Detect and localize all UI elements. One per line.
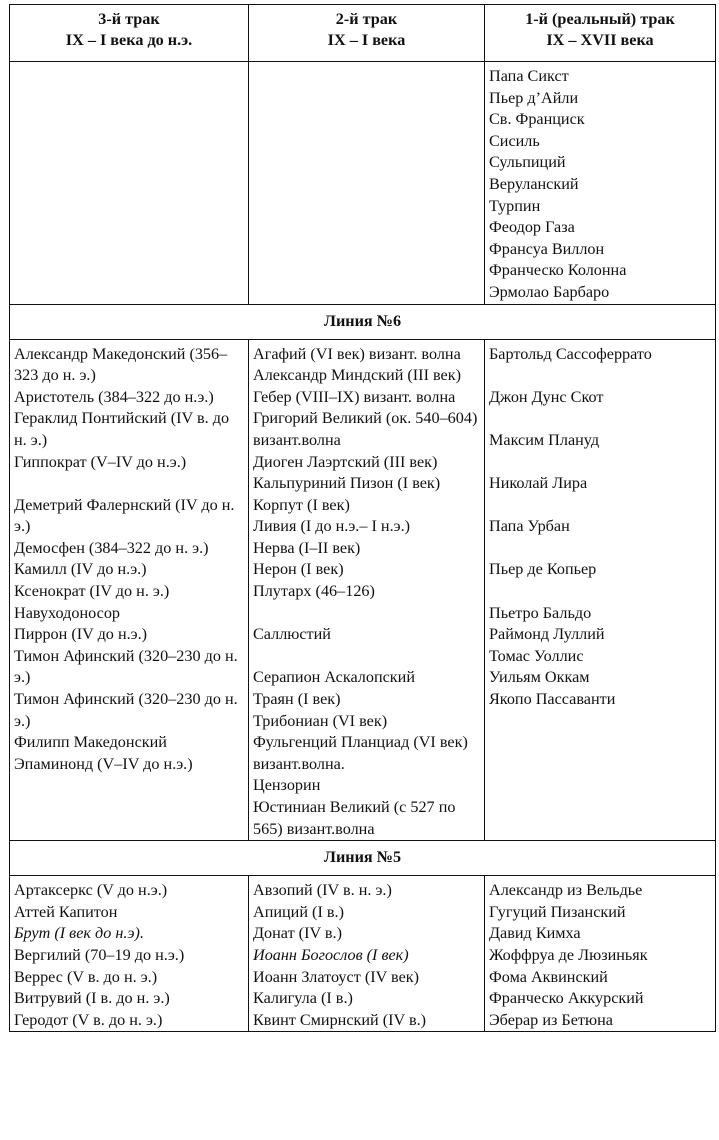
list-item: Калигула (I в.) [253,989,353,1008]
list-item: Диоген Лаэртский (III век) [253,452,438,471]
line6-col1 [10,339,249,841]
list-item: Ливия (I до н.э.– I н.э.) [253,517,411,536]
list-item: Плутарх (46–126) [253,582,375,601]
list-item: Серапион Аскалопский [253,668,416,687]
list-item: Вергилий (70–19 до н.э.) [14,945,185,964]
list-item: Геродот (V в. до н. э.) [14,1010,163,1029]
list-item: Тимон Афинский (320–230 до н. э.) [14,646,238,687]
header-title: 2-й трак [335,10,398,28]
header-period: IX – I века [327,31,406,49]
list-item: Джон Дунс Скот [489,387,604,406]
list-item: Апиций (I в.) [253,902,344,921]
list-item: Веруланский [489,174,579,193]
list-item: Фома Аквинский [489,967,608,986]
list-item: Максим Плануд [489,430,600,449]
list-item: Сисиль [489,131,540,150]
top-col3-list [485,62,716,305]
list-item: Феодор Газа [489,218,575,237]
header-col-2nd-trak [249,5,485,62]
line5-col1 [10,876,249,1032]
list-item: Ксенократ (IV до н. э.) [14,582,170,601]
line5-col2 [249,876,485,1032]
list-item: Св. Франциск [489,110,585,129]
top-col2-empty [249,62,485,305]
list-item: Квинт Смирнский (IV в.) [253,1010,427,1029]
list-item: Папа Сикст [489,67,569,85]
top-col1-empty [10,62,249,305]
top-continuation-row [10,62,716,305]
list-item: Турпин [489,196,541,215]
list-item: Траян (I век) [253,690,341,709]
section-title-row [10,841,716,876]
section-title: Линия №6 [10,304,716,339]
list-item: Эрмолао Барбаро [489,282,610,301]
list-item: Раймонд Луллий [489,625,605,644]
header-title: 3-й трак [98,10,160,28]
list-item: Якопо Пассаванти [489,690,616,709]
list-item: Брут (I век до н.э). [14,924,144,943]
list-item: Эпаминонд (V–IV до н.э.) [14,754,193,773]
list-item: Юстиниан Великий (с 527 по 565) визант.волна [253,798,456,838]
header-col-3rd-trak [10,5,249,62]
header-row [10,5,716,62]
list-item: Эберар из Бетюна [489,1010,613,1029]
line5-col3 [485,876,716,1032]
list-item: Пиррон (IV до н.э.) [14,625,148,644]
list-item: Агафий (VI век) визант. волна [253,344,461,363]
list-item: Деметрий Фалернский (IV до н. э.) [14,495,235,536]
list-item: Саллюстий [253,625,331,644]
list-item: Навуходоносор [14,603,121,622]
header-title: 1-й (реальный) трак [525,10,675,28]
list-item: Папа Урбан [489,517,570,536]
list-item: Нерон (I век) [253,560,344,579]
list-item: Донат (IV в.) [253,924,342,943]
list-item: Аттей Капитон [14,902,118,921]
line6-col3 [485,339,716,841]
list-item: Камилл (IV до н.э.) [14,560,147,579]
list-item: Александр из Вельдье [489,881,643,900]
list-item: Николай Лира [489,474,588,493]
list-item: Гераклид Понтийский (IV в. до н. э.) [14,409,230,449]
list-item: Иоанн Богослов (I век) [253,945,409,964]
list-item: Пьер де Копьер [489,560,597,579]
header-period: IX – I века до н.э. [65,31,193,49]
list-item: Авзопий (IV в. н. э.) [253,881,392,900]
section-title: Линия №5 [10,841,716,876]
list-item: Уильям Оккам [489,668,590,687]
list-item: Бартольд Сассоферрато [489,344,652,363]
list-item: Трибониан (VI век) [253,711,388,730]
list-item: Пьер д’Айли [489,88,579,107]
list-item: Демосфен (384–322 до н. э.) [14,538,209,557]
list-item: Филипп Македонский [14,733,167,752]
list-item: Жоффруа де Люзиньяк [489,945,648,964]
document-page [9,4,715,1136]
list-item: Нерва (I–II век) [253,538,361,557]
list-item: Корпут (I век) [253,495,350,514]
line6-col2 [249,339,485,841]
list-item: Франческо Аккурский [489,989,644,1008]
list-item: Пьетро Бальдо [489,603,592,622]
section-body-row [10,876,716,1032]
list-item: Франсуа Виллон [489,239,605,258]
list-item: Александр Миндский (III век) [253,366,461,385]
list-item: Сульпиций [489,153,566,172]
list-item: Томас Уоллис [489,646,584,665]
list-item: Александр Македонский (356–323 до н. э.) [14,344,228,385]
list-item: Цензорин [253,776,321,795]
list-item: Кальпуриний Пизон (I век) [253,474,441,493]
chronology-table [9,4,716,1032]
header-col-1st-trak [485,5,716,62]
list-item: Веррес (V в. до н. э.) [14,967,158,986]
list-item: Артаксеркс (V до н.э.) [14,881,168,900]
list-item: Иоанн Златоуст (IV век) [253,967,420,986]
section-body-row [10,339,716,841]
list-item: Гиппократ (V–IV до н.э.) [14,452,187,471]
list-item: Франческо Колонна [489,261,627,280]
section-title-row [10,304,716,339]
list-item: Гугуций Пизанский [489,902,626,921]
list-item: Тимон Афинский (320–230 до н. э.) [14,690,238,730]
header-period: IX – XVII века [546,31,654,49]
list-item: Фульгенций Планциад (VI век) визант.волна. [253,733,468,773]
list-item: Гебер (VIII–IX) визант. волна [253,387,456,406]
list-item: Аристотель (384–322 до н.э.) [14,387,214,406]
list-item: Давид Кимха [489,924,581,943]
list-item: Григорий Великий (ок. 540–604) визант.волна [253,409,478,449]
list-item: Витрувий (I в. до н. э.) [14,989,170,1008]
